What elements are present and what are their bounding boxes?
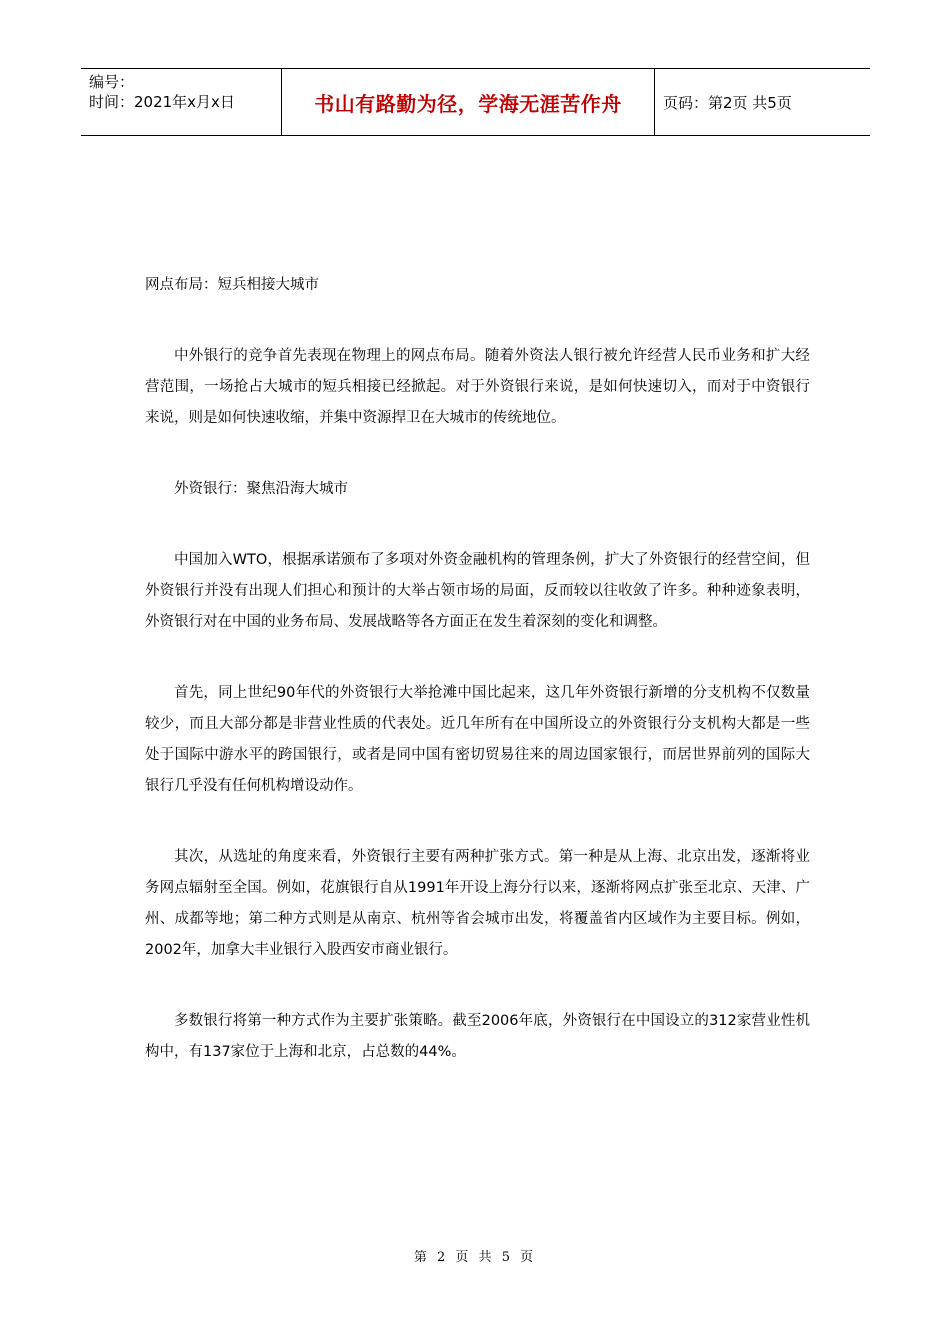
header-meta [81, 69, 281, 135]
header-page-info: 页码：第2页 共5页 [663, 93, 792, 112]
section-heading: 网点布局：短兵相接大城市 [145, 277, 319, 293]
paragraph-2: 中国加入WTO，根据承诺颁布了多项对外资金融机构的管理条例，扩大了外资银行的经营空间，但外资银行并没有出现人们担心和预计的大举占领市场的局面，反而较以往收敛了许多。种种迹象表明，外资银行对在中国的业务布局、发展战略等各方面正在发生着深刻的变化和调整。 [145, 552, 810, 630]
subsection-heading: 外资银行：聚焦沿海大城市 [174, 481, 348, 497]
paragraph-1: 中外银行的竞争首先表现在物理上的网点布局。随着外资法人银行被允许经营人民币业务和扩大经营范围，一场抢占大城市的短兵相接已经掀起。对于外资银行来说，是如何快速切入，而对于中资银行来说，则是如何快速收缩，并集中资源捍卫在大城市的传统地位。 [145, 348, 810, 426]
document-number-label: 编号： [89, 73, 135, 91]
header-motto: 书山有路勤为径，学海无涯苦作舟 [281, 69, 655, 135]
paragraph-3: 首先，同上世纪90年代的外资银行大举抢滩中国比起来，这几年外资银行新增的分支机构不仅数量较少，而且大部分都是非营业性质的代表处。近几年所有在中国所设立的外资银行分支机构大都是一些处于国际中游水平的跨国银行，或者是同中国有密切贸易往来的周边国家银行，而居世界前列的国际大银行几乎没有任何机构增设动作。 [145, 685, 810, 794]
paragraph-5: 多数银行将第一种方式作为主要扩张策略。截至2006年底，外资银行在中国设立的312家营业性机构中，有137家位于上海和北京，占总数的44%。 [145, 1013, 810, 1060]
document-body [145, 270, 810, 1108]
page-footer: 第 2 页 共 5 页 [413, 1250, 537, 1265]
paragraph-4: 其次，从选址的角度来看，外资银行主要有两种扩张方式。第一种是从上海、北京出发，逐渐将业务网点辐射至全国。例如，花旗银行自从1991年开设上海分行以来，逐渐将网点扩张至北京、天津、广州、成都等地；第二种方式则是从南京、杭州等省会城市出发，将覆盖省内区域作为主要目标。例如，2002年，加拿大丰业银行入股西安市商业银行。 [145, 849, 810, 958]
document-header [81, 68, 870, 136]
document-time-label: 时间：2021年x月x日 [89, 93, 235, 111]
